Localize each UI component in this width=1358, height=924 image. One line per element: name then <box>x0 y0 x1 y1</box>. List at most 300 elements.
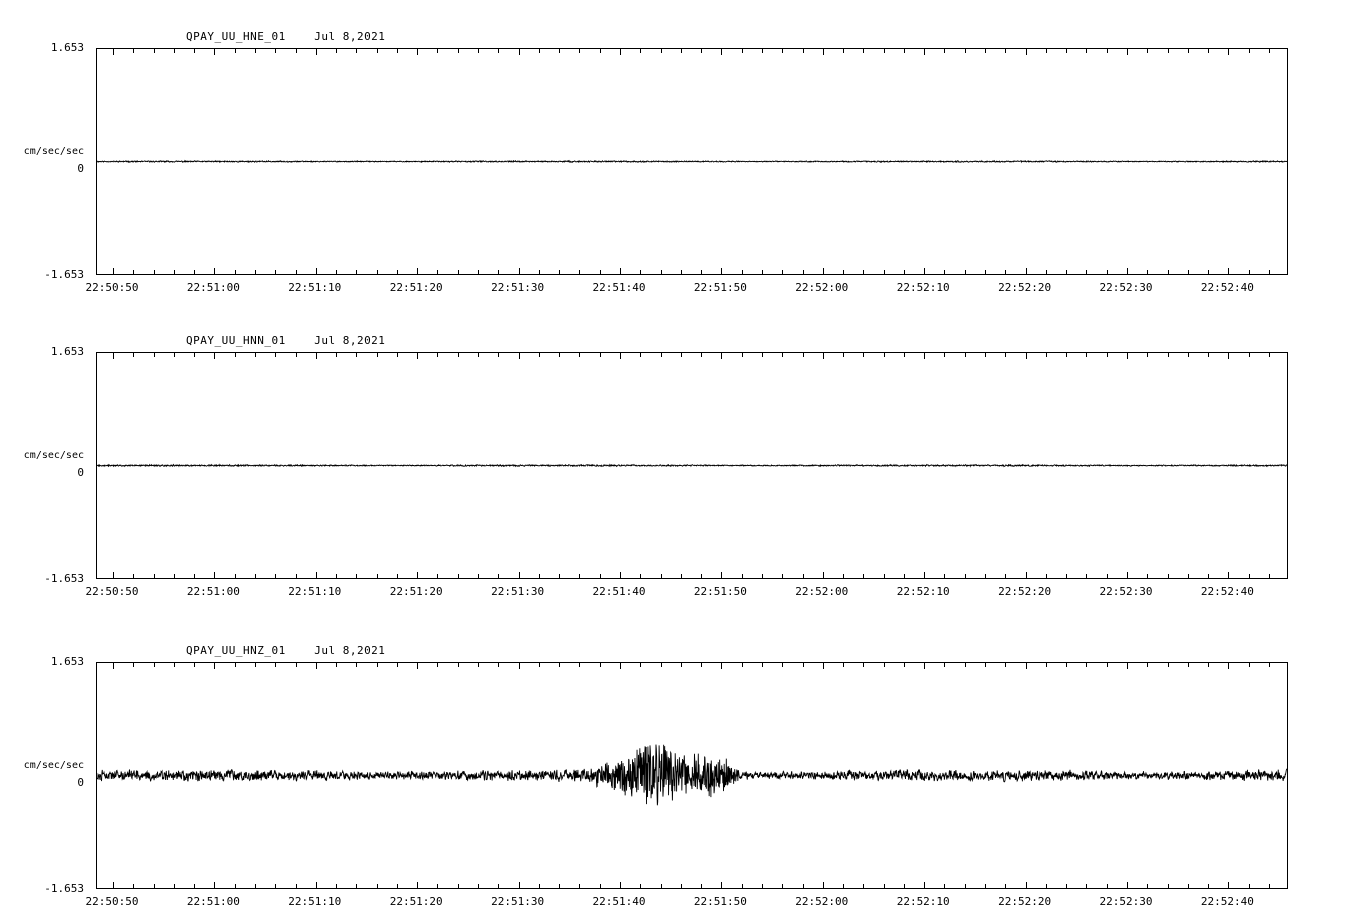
axis-tick-mark <box>214 49 215 55</box>
axis-minor-tick <box>944 884 945 888</box>
axis-tick-mark <box>924 268 925 274</box>
axis-minor-tick <box>1066 49 1067 53</box>
x-tick-label: 22:51:00 <box>186 281 240 294</box>
x-tick-label: 22:52:30 <box>1099 895 1153 908</box>
axis-minor-tick <box>742 270 743 274</box>
axis-minor-tick <box>133 270 134 274</box>
axis-minor-tick <box>1086 574 1087 578</box>
axis-minor-tick <box>904 270 905 274</box>
axis-minor-tick <box>235 663 236 667</box>
axis-minor-tick <box>356 49 357 53</box>
axis-minor-tick <box>1168 49 1169 53</box>
axis-tick-mark <box>214 268 215 274</box>
axis-minor-tick <box>1147 353 1148 357</box>
axis-minor-tick <box>579 49 580 53</box>
axis-minor-tick <box>701 663 702 667</box>
axis-minor-tick <box>1086 270 1087 274</box>
axis-minor-tick <box>377 884 378 888</box>
plot-area-hne <box>96 48 1288 275</box>
axis-minor-tick <box>579 884 580 888</box>
axis-tick-mark <box>721 572 722 578</box>
axis-minor-tick <box>377 663 378 667</box>
axis-tick-mark <box>1228 49 1229 55</box>
axis-minor-tick <box>1107 49 1108 53</box>
axis-minor-tick <box>559 270 560 274</box>
axis-minor-tick <box>1107 353 1108 357</box>
axis-minor-tick <box>944 663 945 667</box>
axis-minor-tick <box>661 884 662 888</box>
axis-minor-tick <box>985 270 986 274</box>
x-tick-label: 22:51:40 <box>592 895 646 908</box>
axis-minor-tick <box>1168 663 1169 667</box>
axis-minor-tick <box>782 49 783 53</box>
axis-minor-tick <box>1249 884 1250 888</box>
axis-minor-tick <box>154 49 155 53</box>
axis-minor-tick <box>681 49 682 53</box>
axis-tick-mark <box>1026 49 1027 55</box>
axis-minor-tick <box>1249 663 1250 667</box>
axis-minor-tick <box>458 884 459 888</box>
x-tick-label: 22:52:00 <box>795 281 849 294</box>
axis-minor-tick <box>174 49 175 53</box>
axis-minor-tick <box>782 353 783 357</box>
plot-area-hnz <box>96 662 1288 889</box>
y-axis-min-label-hnz: -1.653 <box>44 882 84 895</box>
axis-tick-mark <box>1228 572 1229 578</box>
axis-tick-mark <box>519 572 520 578</box>
axis-minor-tick <box>1086 663 1087 667</box>
axis-minor-tick <box>275 270 276 274</box>
axis-minor-tick <box>843 353 844 357</box>
axis-tick-mark <box>823 49 824 55</box>
axis-tick-mark <box>1228 268 1229 274</box>
x-tick-label: 22:52:10 <box>896 585 950 598</box>
axis-minor-tick <box>661 49 662 53</box>
waveform-trace-hnz <box>97 663 1287 888</box>
axis-minor-tick <box>1188 270 1189 274</box>
axis-minor-tick <box>194 49 195 53</box>
axis-minor-tick <box>356 353 357 357</box>
axis-minor-tick <box>843 663 844 667</box>
axis-minor-tick <box>1249 574 1250 578</box>
axis-minor-tick <box>944 49 945 53</box>
axis-minor-tick <box>559 884 560 888</box>
axis-minor-tick <box>884 884 885 888</box>
panel-title-hne: QPAY_UU_HNE_01 Jul 8,2021 <box>186 30 386 43</box>
axis-minor-tick <box>397 270 398 274</box>
axis-minor-tick <box>478 884 479 888</box>
axis-minor-tick <box>498 574 499 578</box>
axis-minor-tick <box>1269 663 1270 667</box>
axis-minor-tick <box>884 663 885 667</box>
y-axis-unit-label-hnz: cm/sec/sec <box>23 760 84 771</box>
axis-minor-tick <box>904 884 905 888</box>
axis-tick-mark <box>924 882 925 888</box>
axis-minor-tick <box>296 884 297 888</box>
axis-minor-tick <box>843 270 844 274</box>
axis-minor-tick <box>965 884 966 888</box>
axis-minor-tick <box>640 574 641 578</box>
axis-tick-mark <box>823 663 824 669</box>
axis-tick-mark <box>924 663 925 669</box>
axis-minor-tick <box>1005 49 1006 53</box>
x-tick-label: 22:52:20 <box>998 281 1052 294</box>
axis-minor-tick <box>762 884 763 888</box>
axis-minor-tick <box>640 270 641 274</box>
axis-minor-tick <box>235 574 236 578</box>
axis-minor-tick <box>377 574 378 578</box>
axis-tick-mark <box>113 353 114 359</box>
axis-minor-tick <box>904 663 905 667</box>
x-tick-label: 22:51:00 <box>186 895 240 908</box>
axis-tick-mark <box>620 882 621 888</box>
x-tick-label: 22:51:10 <box>288 895 342 908</box>
axis-minor-tick <box>559 49 560 53</box>
axis-minor-tick <box>133 884 134 888</box>
axis-minor-tick <box>498 49 499 53</box>
axis-minor-tick <box>742 884 743 888</box>
axis-minor-tick <box>1188 663 1189 667</box>
axis-tick-mark <box>1127 49 1128 55</box>
axis-tick-mark <box>316 353 317 359</box>
axis-minor-tick <box>1168 574 1169 578</box>
x-tick-label: 22:52:20 <box>998 585 1052 598</box>
axis-minor-tick <box>478 270 479 274</box>
panel-title-hnn: QPAY_UU_HNN_01 Jul 8,2021 <box>186 334 386 347</box>
axis-tick-mark <box>823 353 824 359</box>
axis-minor-tick <box>255 353 256 357</box>
x-tick-label: 22:52:20 <box>998 895 1052 908</box>
axis-minor-tick <box>762 49 763 53</box>
axis-tick-mark <box>214 572 215 578</box>
axis-tick-mark <box>823 882 824 888</box>
x-tick-label: 22:51:00 <box>186 585 240 598</box>
axis-minor-tick <box>437 663 438 667</box>
x-tick-label: 22:51:50 <box>693 281 747 294</box>
axis-minor-tick <box>397 574 398 578</box>
axis-minor-tick <box>275 49 276 53</box>
axis-minor-tick <box>1005 574 1006 578</box>
axis-minor-tick <box>1066 353 1067 357</box>
axis-minor-tick <box>661 574 662 578</box>
axis-minor-tick <box>1005 270 1006 274</box>
axis-minor-tick <box>478 49 479 53</box>
axis-minor-tick <box>1107 574 1108 578</box>
axis-minor-tick <box>154 574 155 578</box>
axis-minor-tick <box>762 270 763 274</box>
axis-minor-tick <box>336 663 337 667</box>
axis-minor-tick <box>1046 270 1047 274</box>
axis-minor-tick <box>1086 49 1087 53</box>
axis-minor-tick <box>397 663 398 667</box>
axis-tick-mark <box>214 663 215 669</box>
axis-tick-mark <box>620 572 621 578</box>
axis-minor-tick <box>235 884 236 888</box>
axis-tick-mark <box>823 268 824 274</box>
x-tick-label: 22:51:20 <box>389 281 443 294</box>
axis-minor-tick <box>1147 574 1148 578</box>
y-axis-unit-label-hnn: cm/sec/sec <box>23 450 84 461</box>
axis-minor-tick <box>154 663 155 667</box>
axis-minor-tick <box>478 353 479 357</box>
axis-minor-tick <box>762 663 763 667</box>
axis-tick-mark <box>721 353 722 359</box>
axis-minor-tick <box>843 574 844 578</box>
axis-minor-tick <box>985 49 986 53</box>
axis-minor-tick <box>174 574 175 578</box>
axis-minor-tick <box>458 663 459 667</box>
axis-minor-tick <box>884 49 885 53</box>
axis-minor-tick <box>600 270 601 274</box>
axis-minor-tick <box>965 353 966 357</box>
panel-title-hnz: QPAY_UU_HNZ_01 Jul 8,2021 <box>186 644 386 657</box>
axis-minor-tick <box>944 270 945 274</box>
axis-minor-tick <box>1005 353 1006 357</box>
axis-minor-tick <box>600 353 601 357</box>
axis-minor-tick <box>600 663 601 667</box>
axis-minor-tick <box>1208 270 1209 274</box>
axis-minor-tick <box>356 574 357 578</box>
axis-minor-tick <box>397 49 398 53</box>
axis-minor-tick <box>863 663 864 667</box>
x-tick-label: 22:52:40 <box>1200 281 1254 294</box>
axis-tick-mark <box>113 663 114 669</box>
axis-minor-tick <box>539 270 540 274</box>
axis-minor-tick <box>1269 884 1270 888</box>
axis-minor-tick <box>336 353 337 357</box>
axis-minor-tick <box>1168 270 1169 274</box>
axis-minor-tick <box>965 574 966 578</box>
x-tick-label: 22:52:30 <box>1099 281 1153 294</box>
axis-minor-tick <box>1107 663 1108 667</box>
axis-tick-mark <box>1228 882 1229 888</box>
y-axis-max-label-hnz: 1.653 <box>50 655 84 668</box>
axis-minor-tick <box>944 353 945 357</box>
axis-tick-mark <box>214 882 215 888</box>
x-tick-label: 22:52:40 <box>1200 585 1254 598</box>
axis-minor-tick <box>1269 353 1270 357</box>
axis-minor-tick <box>1086 353 1087 357</box>
seismogram-panel-hne <box>0 26 1358 306</box>
axis-minor-tick <box>782 270 783 274</box>
axis-minor-tick <box>640 884 641 888</box>
axis-minor-tick <box>742 574 743 578</box>
x-tick-label: 22:52:40 <box>1200 895 1254 908</box>
axis-minor-tick <box>1269 574 1270 578</box>
axis-minor-tick <box>1249 49 1250 53</box>
axis-minor-tick <box>803 270 804 274</box>
axis-minor-tick <box>985 353 986 357</box>
axis-minor-tick <box>296 49 297 53</box>
axis-minor-tick <box>539 49 540 53</box>
axis-minor-tick <box>133 574 134 578</box>
axis-minor-tick <box>437 574 438 578</box>
y-axis-max-label-hne: 1.653 <box>50 41 84 54</box>
axis-tick-mark <box>721 268 722 274</box>
axis-minor-tick <box>255 270 256 274</box>
axis-minor-tick <box>701 49 702 53</box>
waveform-trace-hne <box>97 49 1287 274</box>
axis-minor-tick <box>681 574 682 578</box>
x-tick-label: 22:52:00 <box>795 585 849 598</box>
axis-tick-mark <box>316 882 317 888</box>
axis-tick-mark <box>620 663 621 669</box>
axis-tick-mark <box>113 268 114 274</box>
axis-minor-tick <box>661 270 662 274</box>
axis-minor-tick <box>965 49 966 53</box>
axis-minor-tick <box>275 574 276 578</box>
axis-minor-tick <box>154 353 155 357</box>
x-tick-label: 22:52:10 <box>896 895 950 908</box>
axis-minor-tick <box>194 270 195 274</box>
x-tick-label: 22:52:10 <box>896 281 950 294</box>
axis-tick-mark <box>1127 882 1128 888</box>
axis-minor-tick <box>863 353 864 357</box>
axis-minor-tick <box>701 574 702 578</box>
axis-minor-tick <box>884 270 885 274</box>
axis-minor-tick <box>884 574 885 578</box>
axis-tick-mark <box>620 49 621 55</box>
axis-minor-tick <box>296 663 297 667</box>
axis-minor-tick <box>1046 663 1047 667</box>
axis-minor-tick <box>1046 353 1047 357</box>
axis-tick-mark <box>316 49 317 55</box>
axis-minor-tick <box>539 884 540 888</box>
axis-minor-tick <box>1269 49 1270 53</box>
axis-tick-mark <box>924 49 925 55</box>
axis-minor-tick <box>1005 663 1006 667</box>
axis-minor-tick <box>579 270 580 274</box>
x-tick-label: 22:51:10 <box>288 585 342 598</box>
axis-minor-tick <box>437 49 438 53</box>
axis-tick-mark <box>1026 268 1027 274</box>
axis-minor-tick <box>336 270 337 274</box>
axis-minor-tick <box>154 270 155 274</box>
axis-minor-tick <box>194 353 195 357</box>
axis-tick-mark <box>417 572 418 578</box>
seismogram-panel-hnn <box>0 330 1358 610</box>
axis-minor-tick <box>863 574 864 578</box>
axis-minor-tick <box>803 574 804 578</box>
axis-tick-mark <box>924 353 925 359</box>
axis-minor-tick <box>681 884 682 888</box>
axis-minor-tick <box>539 663 540 667</box>
axis-minor-tick <box>437 353 438 357</box>
axis-minor-tick <box>194 884 195 888</box>
axis-minor-tick <box>701 270 702 274</box>
axis-minor-tick <box>1208 884 1209 888</box>
axis-minor-tick <box>275 353 276 357</box>
axis-tick-mark <box>1026 663 1027 669</box>
x-tick-label: 22:51:10 <box>288 281 342 294</box>
axis-minor-tick <box>255 574 256 578</box>
x-tick-label: 22:52:00 <box>795 895 849 908</box>
axis-tick-mark <box>417 663 418 669</box>
axis-minor-tick <box>640 49 641 53</box>
axis-minor-tick <box>255 884 256 888</box>
axis-minor-tick <box>782 574 783 578</box>
axis-minor-tick <box>458 49 459 53</box>
axis-minor-tick <box>1086 884 1087 888</box>
axis-tick-mark <box>1026 572 1027 578</box>
axis-minor-tick <box>539 574 540 578</box>
axis-minor-tick <box>296 574 297 578</box>
axis-minor-tick <box>1066 574 1067 578</box>
axis-minor-tick <box>1188 353 1189 357</box>
x-axis-ticks-hnn <box>85 582 1288 602</box>
axis-minor-tick <box>742 353 743 357</box>
x-tick-label: 22:51:30 <box>491 281 545 294</box>
axis-minor-tick <box>803 663 804 667</box>
axis-minor-tick <box>965 270 966 274</box>
axis-minor-tick <box>1188 884 1189 888</box>
y-axis-unit-label-hne: cm/sec/sec <box>23 146 84 157</box>
y-axis-zero-label-hnz: 0 <box>77 776 84 789</box>
axis-minor-tick <box>965 663 966 667</box>
axis-minor-tick <box>985 884 986 888</box>
axis-minor-tick <box>762 353 763 357</box>
x-tick-label: 22:51:20 <box>389 895 443 908</box>
axis-minor-tick <box>559 353 560 357</box>
axis-minor-tick <box>1107 884 1108 888</box>
axis-minor-tick <box>884 353 885 357</box>
axis-minor-tick <box>356 884 357 888</box>
axis-minor-tick <box>1147 49 1148 53</box>
axis-tick-mark <box>721 663 722 669</box>
axis-tick-mark <box>113 572 114 578</box>
axis-minor-tick <box>539 353 540 357</box>
axis-minor-tick <box>579 663 580 667</box>
axis-minor-tick <box>681 663 682 667</box>
axis-minor-tick <box>377 49 378 53</box>
axis-minor-tick <box>944 574 945 578</box>
axis-minor-tick <box>133 663 134 667</box>
axis-minor-tick <box>437 884 438 888</box>
axis-minor-tick <box>762 574 763 578</box>
axis-minor-tick <box>904 353 905 357</box>
x-tick-label: 22:51:50 <box>693 585 747 598</box>
axis-minor-tick <box>661 353 662 357</box>
axis-minor-tick <box>235 49 236 53</box>
axis-tick-mark <box>1228 353 1229 359</box>
axis-minor-tick <box>1208 353 1209 357</box>
axis-minor-tick <box>498 884 499 888</box>
axis-tick-mark <box>316 663 317 669</box>
axis-minor-tick <box>458 574 459 578</box>
axis-minor-tick <box>1046 884 1047 888</box>
axis-minor-tick <box>498 353 499 357</box>
x-tick-label: 22:50:50 <box>85 585 139 598</box>
axis-tick-mark <box>721 882 722 888</box>
axis-tick-mark <box>417 268 418 274</box>
axis-minor-tick <box>640 353 641 357</box>
axis-minor-tick <box>458 353 459 357</box>
axis-tick-mark <box>924 572 925 578</box>
axis-minor-tick <box>194 574 195 578</box>
axis-tick-mark <box>113 882 114 888</box>
x-tick-label: 22:51:20 <box>389 585 443 598</box>
axis-minor-tick <box>1208 49 1209 53</box>
axis-minor-tick <box>863 270 864 274</box>
axis-minor-tick <box>1168 353 1169 357</box>
axis-minor-tick <box>579 574 580 578</box>
axis-minor-tick <box>803 884 804 888</box>
axis-minor-tick <box>600 884 601 888</box>
axis-minor-tick <box>559 574 560 578</box>
axis-minor-tick <box>356 270 357 274</box>
axis-minor-tick <box>174 663 175 667</box>
x-tick-label: 22:51:40 <box>592 585 646 598</box>
